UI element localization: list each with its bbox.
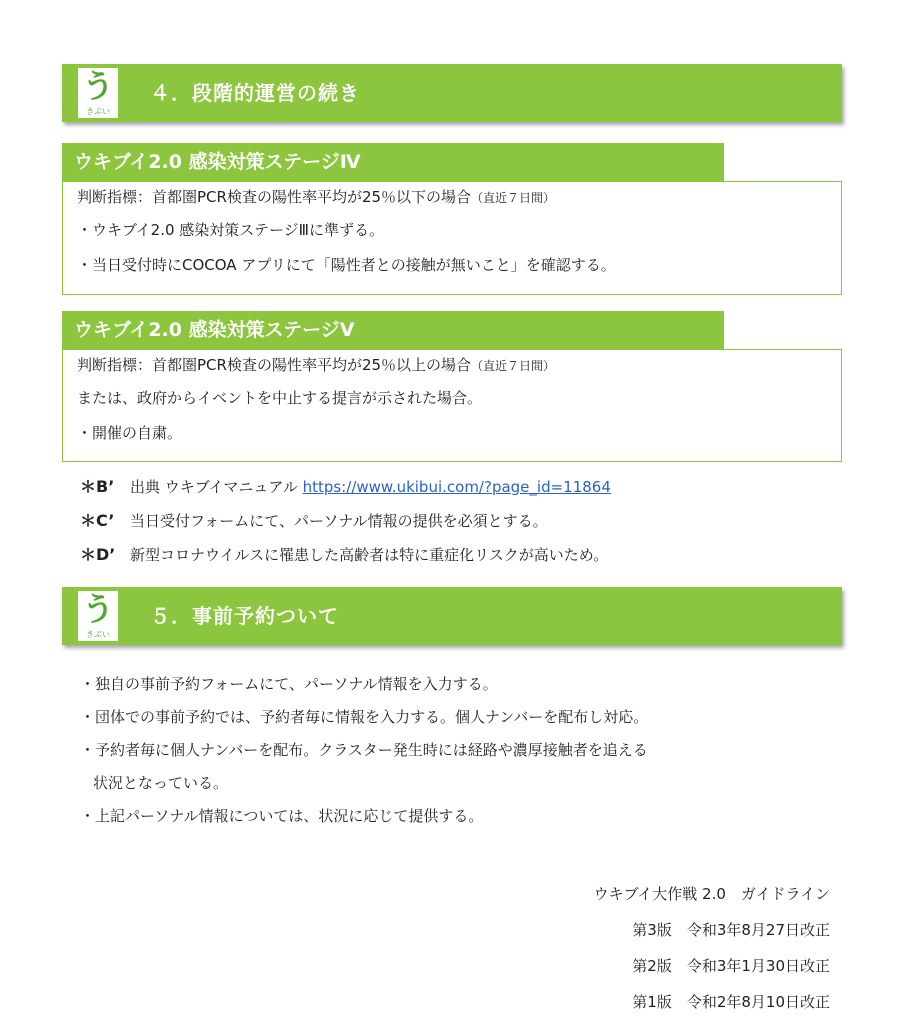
- ukibui-logo: [78, 68, 118, 118]
- stage-5-box: [62, 349, 842, 462]
- stage-5-indicator-note: （直近７日間）: [471, 359, 556, 373]
- note-mark: ＊D’: [80, 545, 116, 564]
- logo-glyph: う: [81, 590, 114, 628]
- section-4-title: ４．段階的運営の続き: [150, 81, 360, 105]
- note-mark: ＊B’: [80, 477, 115, 496]
- note-text: 新型コロナウイルスに罹患した高齢者は特に重症化リスクが高いため。: [130, 546, 609, 564]
- note-b: [80, 474, 611, 497]
- version-line: 第3版 令和3年8月27日改正: [632, 921, 830, 939]
- stage-5-line: ・開催の自粛。: [77, 424, 183, 442]
- document-footer: [594, 880, 830, 1024]
- version-line: 第2版 令和3年1月30日改正: [632, 957, 830, 975]
- list-item: ・上記パーソナル情報については、状況に応じて提供する。: [80, 807, 484, 825]
- stage-5-header: ウキブイ2.0 感染対策ステージⅤ: [62, 311, 724, 349]
- list-item: ・予約者毎に個人ナンバーを配布。クラスター発生時には経路や濃厚接触者を追える: [80, 741, 648, 759]
- note-mark: ＊C’: [80, 511, 115, 530]
- section-4-header: [62, 64, 842, 122]
- stage-4-box: [62, 181, 842, 295]
- stage-4-indicator-note: （直近７日間）: [471, 191, 556, 205]
- list-item: ・団体での事前予約では、予約者毎に情報を入力する。個人ナンバーを配布し対応。: [80, 708, 649, 726]
- section-5-header: [62, 587, 842, 645]
- list-item-continuation: 状況となっている。: [93, 774, 229, 792]
- footer-title: ウキブイ大作戦 2.0 ガイドライン: [593, 885, 830, 903]
- stage-5-indicator-text: 判断指標：首都圏PCR検査の陽性率平均が25％以上の場合: [77, 356, 472, 374]
- manual-link[interactable]: https://www.ukibui.com/?page_id=11864: [302, 478, 611, 496]
- note-text: 当日受付フォームにて、パーソナル情報の提供を必須とする。: [130, 512, 548, 530]
- stage-4-header: ウキブイ2.0 感染対策ステージⅣ: [62, 143, 724, 181]
- list-item: ・独自の事前予約フォームにて、パーソナル情報を入力する。: [80, 675, 498, 693]
- note-text: 出典 ウキブイマニュアル: [130, 478, 298, 496]
- stage-4-line: ・ウキブイ2.0 感染対策ステージⅢに準ずる。: [77, 221, 385, 239]
- note-c: [80, 508, 548, 531]
- stage-4-indicator: [77, 184, 841, 215]
- stage-5-indicator: [77, 352, 841, 383]
- version-line: 第1版 令和2年8月10日改正: [632, 993, 830, 1011]
- stage-4-line: ・当日受付時にCOCOA アプリにて「陽性者との接触が無いこと」を確認する。: [77, 256, 616, 274]
- stage-4-indicator-text: 判断指標：首都圏PCR検査の陽性率平均が25％以下の場合: [77, 188, 472, 206]
- logo-subtext: きぶい: [86, 630, 110, 639]
- logo-glyph: う: [81, 67, 114, 105]
- stage-5-line: または、政府からイベントを中止する提言が示された場合。: [77, 389, 483, 407]
- reservation-list: [80, 668, 648, 833]
- note-d: [80, 542, 608, 565]
- logo-subtext: きぶい: [86, 107, 110, 116]
- ukibui-logo: [78, 591, 118, 641]
- section-5-title: ５．事前予約ついて: [150, 604, 339, 628]
